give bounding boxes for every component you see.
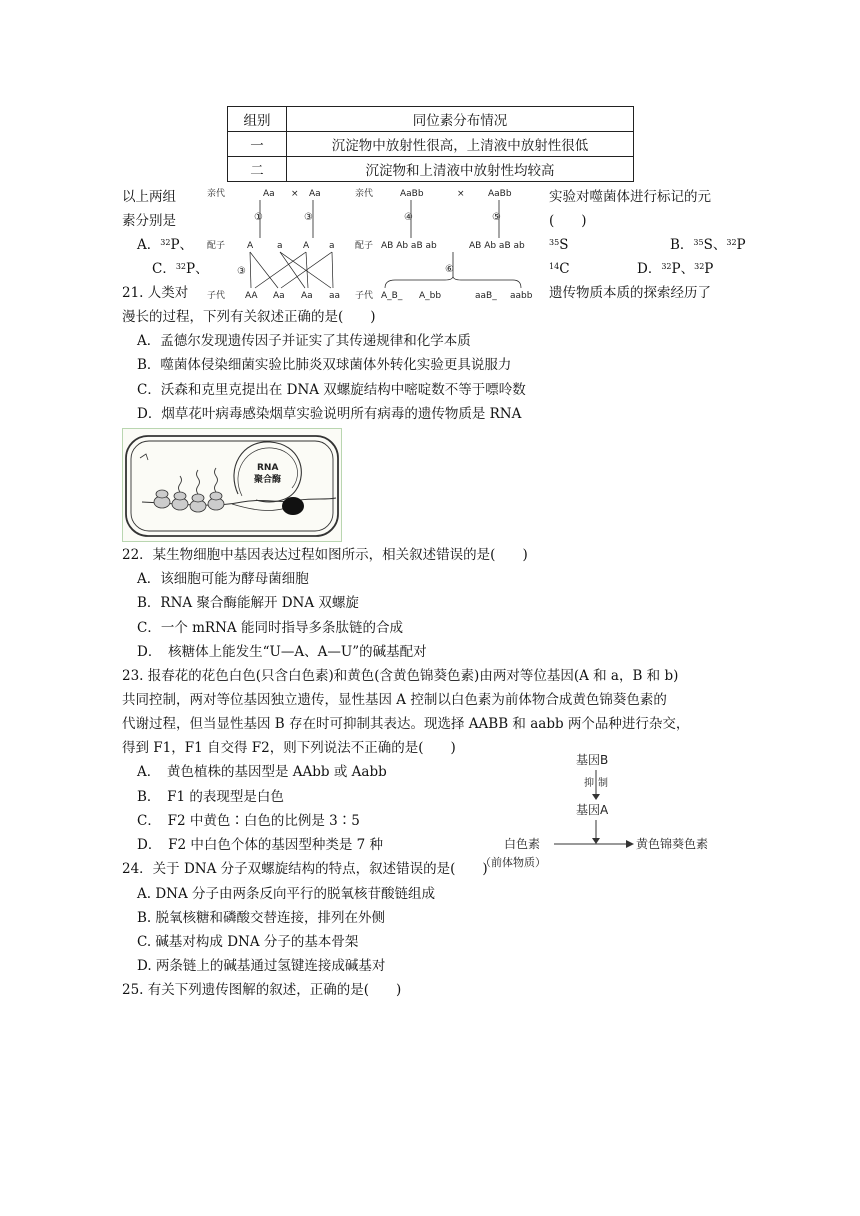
q20-line2-right: ( ) xyxy=(549,213,587,229)
q22-stem: 22．某生物细胞中基因表达过程如图所示，相关叙述错误的是( ) xyxy=(122,547,528,563)
q21-stem-right: 遗传物质本质的探索经历了 xyxy=(549,285,711,301)
right-parent-label: 亲代 xyxy=(355,189,374,199)
q23-stem-2: 共同控制，两对等位基因独立遗传，显性基因 A 控制以白色素为前体物合成黄色锦葵色素的 xyxy=(122,692,667,708)
left-parent-2: Aa xyxy=(309,189,321,199)
flower-color-pathway-diagram xyxy=(472,748,732,872)
genetic-cross-diagram xyxy=(205,184,545,304)
parent-label: 亲代 xyxy=(207,189,226,199)
q20-option-b: B．$^{35}$S、$^{32}$P xyxy=(670,237,746,253)
table-header-cell: 组别 xyxy=(228,107,287,132)
q22-option-b: B．RNA 聚合酶能解开 DNA 双螺旋 xyxy=(137,595,359,611)
q24-option-d: D. 两条链上的碱基通过氢键连接成碱基对 xyxy=(137,958,386,974)
isotope-table xyxy=(227,106,634,182)
q20-option-c-tail: $^{14}$C xyxy=(549,261,570,277)
q20-line2-left: 素分别是 xyxy=(122,213,176,229)
right-offspring: aabb xyxy=(510,291,533,301)
inhibit-label-1: 抑 xyxy=(584,778,594,789)
q20-line1-right: 实验对噬菌体进行标记的元 xyxy=(549,189,711,205)
q22-option-a: A．该细胞可能为酵母菌细胞 xyxy=(137,571,309,587)
q23-stem-1: 23. 报春花的花色白色(只含白色素)和黄色(含黄色锦葵色素)由两对等位基因(A 和 a，B 和 b) xyxy=(122,668,679,684)
q23-stem-4: 得到 F1，F1 自交得 F2，则下列说法不正确的是( ) xyxy=(122,740,456,756)
q20-option-a: A．$^{32}$P、 xyxy=(137,237,194,253)
q21-stem-left: 21. 人类对 xyxy=(122,285,189,301)
yellow-pigment-label: 黄色锦葵色素 xyxy=(636,837,709,851)
right-offspring: A_bb xyxy=(419,291,442,301)
left-offspring: Aa xyxy=(301,291,313,301)
q24-option-c: C. 碱基对构成 DNA 分子的基本骨架 xyxy=(137,934,359,950)
step-3a: ③ xyxy=(304,212,313,223)
table-row xyxy=(228,132,634,157)
q24-stem: 24．关于 DNA 分子双螺旋结构的特点，叙述错误的是( ) xyxy=(122,861,488,877)
step-6: ⑥ xyxy=(445,264,454,275)
left-offspring: AA xyxy=(245,291,258,301)
right-offspring-label: 子代 xyxy=(355,291,374,301)
q20-option-c: C．$^{32}$P、 xyxy=(152,261,209,277)
step-5: ⑤ xyxy=(492,212,501,223)
right-cross-sign: × xyxy=(457,189,465,199)
gene-expression-cell-diagram xyxy=(122,428,342,542)
step-1: ① xyxy=(254,212,263,223)
white-pigment-label: 白色素 xyxy=(504,837,541,851)
q24-option-a: A. DNA 分子由两条反向平行的脱氧核苷酸链组成 xyxy=(137,886,436,902)
rna-polymerase-label-1: RNA xyxy=(257,463,279,473)
table-cell: 二 xyxy=(228,157,287,182)
q21-option-a: A．孟德尔发现遗传因子并证实了其传递规律和化学本质 xyxy=(137,333,471,349)
right-offspring: aaB_ xyxy=(475,291,497,301)
right-gametes-1: AB Ab aB ab xyxy=(381,241,437,251)
left-offspring: Aa xyxy=(273,291,285,301)
left-offspring: aa xyxy=(329,291,341,301)
q23-option-b: B． F1 的表现型是白色 xyxy=(137,789,284,805)
rna-polymerase-label-2: 聚合酶 xyxy=(254,475,282,485)
q22-option-c: C．一个 mRNA 能同时指导多条肽链的合成 xyxy=(137,620,403,636)
q21-option-c: C．沃森和克里克提出在 DNA 双螺旋结构中嘧啶数不等于嘌呤数 xyxy=(137,382,526,398)
gene-a-label: 基因A xyxy=(576,803,609,817)
right-gametes-2: AB Ab aB ab xyxy=(469,241,525,251)
left-gamete: A xyxy=(247,241,254,251)
precursor-label: （前体物质） xyxy=(480,856,546,869)
left-gamete: a xyxy=(329,241,335,251)
q20-line1-left: 以上两组 xyxy=(122,189,176,205)
q21-option-b: B．噬菌体侵染细菌实验比肺炎双球菌体外转化实验更具说服力 xyxy=(137,357,512,373)
q23-stem-3: 代谢过程，但当显性基因 B 存在时可抑制其表达。现选择 AABB 和 aabb 两个品种进行杂交， xyxy=(122,716,690,732)
left-gamete: A xyxy=(303,241,310,251)
gamete-label: 配子 xyxy=(207,241,226,251)
gene-b-label: 基因B xyxy=(576,753,609,767)
right-parent-1: AaBb xyxy=(400,189,424,199)
left-cross-sign: × xyxy=(291,189,299,199)
step-3b: ③ xyxy=(237,266,246,277)
table-cell: 一 xyxy=(228,132,287,157)
q23-option-d: D． F2 中白色个体的基因型种类是 7 种 xyxy=(137,837,383,853)
step-4: ④ xyxy=(404,212,413,223)
right-gamete-label: 配子 xyxy=(355,241,374,251)
q25-stem: 25. 有关下列遗传图解的叙述，正确的是( ) xyxy=(122,982,402,998)
table-row xyxy=(228,157,634,182)
q22-option-d: D． 核糖体上能发生“U—A、A—U”的碱基配对 xyxy=(137,644,427,660)
q20-option-d: D．$^{32}$P、$^{32}$P xyxy=(637,261,714,277)
q21-stem-2: 漫长的过程，下列有关叙述正确的是( ) xyxy=(122,309,376,325)
table-cell: 沉淀物中放射性很高，上清液中放射性很低 xyxy=(287,132,634,157)
q21-option-d: D．烟草花叶病毒感染烟草实验说明所有病毒的遗传物质是 RNA xyxy=(137,406,522,422)
q24-option-b: B. 脱氧核糖和磷酸交替连接，排列在外侧 xyxy=(137,910,386,926)
inhibit-label-2: 制 xyxy=(598,778,608,789)
left-gamete: a xyxy=(277,241,283,251)
q23-option-a: A． 黄色植株的基因型是 AAbb 或 Aabb xyxy=(137,764,387,780)
right-parent-2: AaBb xyxy=(488,189,512,199)
table-header-row xyxy=(228,107,634,132)
table-cell: 沉淀物和上清液中放射性均较高 xyxy=(287,157,634,182)
q20-option-a-tail: $^{35}$S xyxy=(549,237,569,253)
q23-option-c: C． F2 中黄色∶白色的比例是 3∶5 xyxy=(137,813,360,829)
offspring-label: 子代 xyxy=(207,291,226,301)
right-offspring: A_B_ xyxy=(381,291,403,301)
left-parent-1: Aa xyxy=(263,189,275,199)
table-header-cell: 同位素分布情况 xyxy=(287,107,634,132)
